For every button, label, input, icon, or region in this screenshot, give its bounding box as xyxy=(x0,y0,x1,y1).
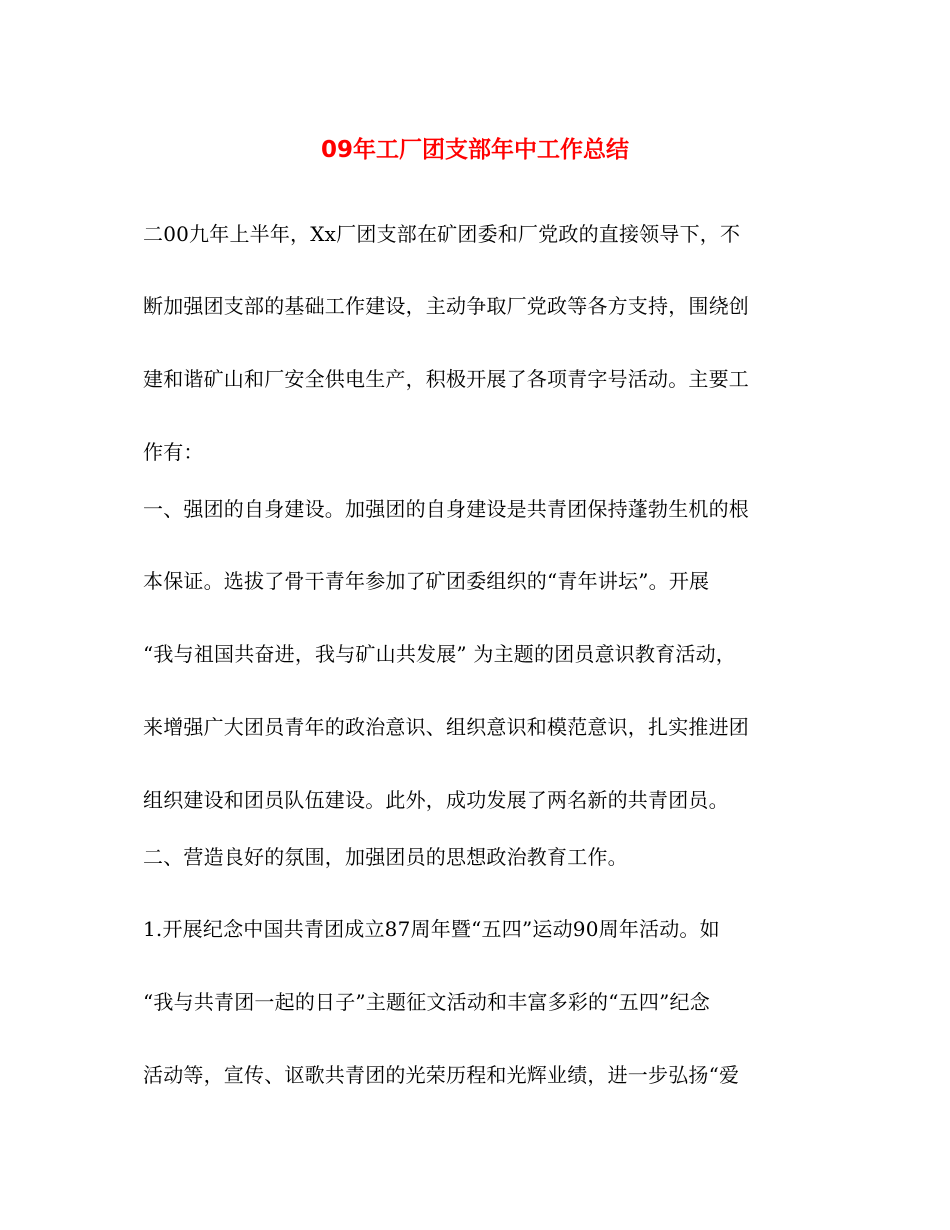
body-line-7: “我与祖国共奋进，我与矿山共发展” 为主题的团员意识教育活动， xyxy=(143,642,737,666)
body-line-12: “我与共青团一起的日子”主题征文活动和丰富多彩的“五四”纪念 xyxy=(143,990,710,1014)
body-line-11: 1.开展纪念中国共青团成立87周年暨“五四”运动90周年活动。如 xyxy=(143,917,720,941)
body-line-13: 活动等，宣传、讴歌共青团的光荣历程和光辉业绩，进一步弘扬“爱 xyxy=(143,1063,740,1087)
body-line-6: 本保证。选拔了骨干青年参加了矿团委组织的“青年讲坛”。开展 xyxy=(143,569,710,593)
document-title: 09年工厂团支部年中工作总结 xyxy=(320,137,629,163)
body-line-5: 一、强团的自身建设。加强团的自身建设是共青团保持蓬勃生机的根 xyxy=(143,497,749,521)
body-line-2: 断加强团支部的基础工作建设，主动争取厂党政等各方支持，围绕创 xyxy=(143,294,749,318)
body-line-3: 建和谐矿山和厂安全供电生产，积极开展了各项青字号活动。主要工 xyxy=(143,367,749,391)
body-line-9: 组织建设和团员队伍建设。此外，成功发展了两名新的共青团员。 xyxy=(143,788,729,812)
body-line-8: 来增强广大团员青年的政治意识、组织意识和模范意识，扎实推进团 xyxy=(143,715,749,739)
body-line-1: 二00九年上半年，Xx厂团支部在矿团委和厂党政的直接领导下，不 xyxy=(143,222,741,246)
body-line-10: 二、营造良好的氛围，加强团员的思想政治教育工作。 xyxy=(143,845,628,869)
body-line-4: 作有： xyxy=(143,440,204,464)
